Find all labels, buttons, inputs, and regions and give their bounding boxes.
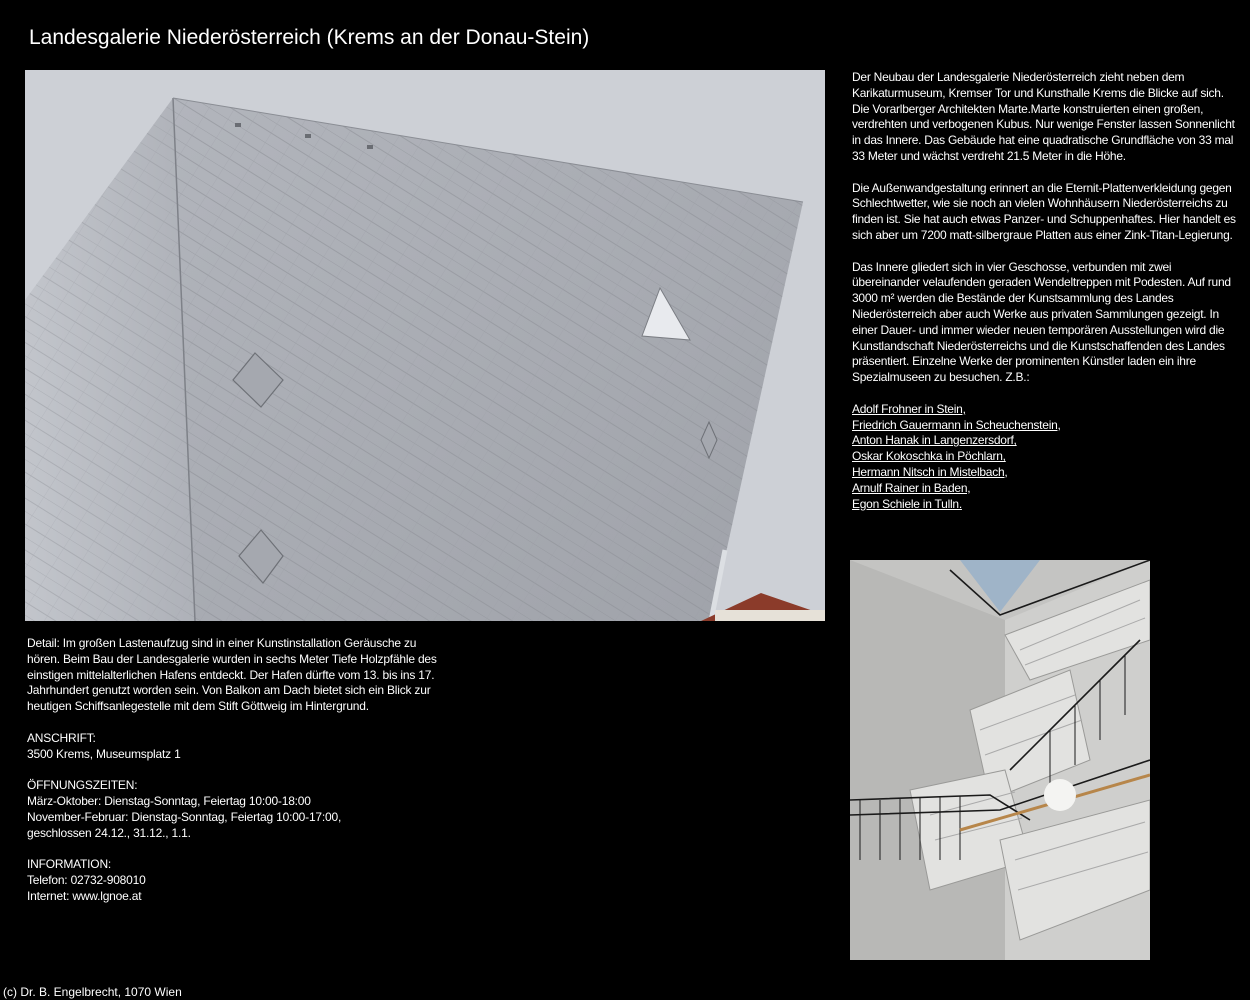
address-value: 3500 Krems, Museumsplatz 1 (27, 746, 181, 761)
page-title: Landesgalerie Niederösterreich (Krems an der Donau-Stein) (29, 26, 590, 49)
link-nitsch[interactable]: Hermann Nitsch in Mistelbach, (852, 464, 1008, 479)
address-label: ANSCHRIFT: (27, 730, 96, 745)
link-kokoschka[interactable]: Oskar Kokoschka in Pöchlarn, (852, 449, 1006, 464)
link-rainer[interactable]: Arnulf Rainer in Baden, (852, 480, 971, 495)
information-block (27, 857, 447, 904)
address-block (27, 731, 447, 763)
hours-line: März-Oktober: Dienstag-Sonntag, Feiertag 10:00-18:00 (27, 793, 311, 808)
staircase-photo (850, 560, 1150, 960)
opening-hours-block (27, 778, 447, 841)
description-text (852, 70, 1237, 512)
link-gauermann[interactable]: Friedrich Gauermann in Scheuchenstein, (852, 417, 1061, 432)
phone-line: Telefon: 02732-908010 (27, 872, 146, 887)
hours-label: ÖFFNUNGSZEITEN: (27, 778, 138, 793)
link-frohner[interactable]: Adolf Frohner in Stein, (852, 401, 966, 416)
info-label: INFORMATION: (27, 857, 112, 872)
internet-line: Internet: www.lgnoe.at (27, 888, 142, 903)
copyright-footer: (c) Dr. B. Engelbrecht, 1070 Wien (3, 985, 182, 999)
detail-paragraph: Detail: Im großen Lastenaufzug sind in einer Kunstinstallation Geräusche zu hören. Beim Bau der Landesgalerie wurden in sechs Meter Tiefe Holzpfähle des einstigen mittelalterlichen Hafens entdeckt. Der Hafen dürfte vom 13. bis ins 17. Jahrhundert genutzt worden sein. Von Balkon am Dach bietet sich ein Blick zur heutigen Schiffsanlegestelle mit dem Stift Göttweig im Hintergrund. (27, 636, 437, 714)
hours-line: November-Februar: Dienstag-Sonntag, Feiertag 10:00-17:00, (27, 809, 342, 824)
artist-museum-links (852, 402, 1237, 513)
description-paragraph: Das Innere gliedert sich in vier Geschosse, verbunden mit zwei übereinander velaufenden geraden Wendeltreppen mit Podesten. Auf rund 3000 m² werden die Bestände der Kunstsammlung des Landes Niederösterreich aber auch Werke aus privaten Sammlungen gezeigt. In einer Dauer- und immer wieder neuen temporären Ausstellungen wird die Kunstlandschaft Niederösterreichs und die Kunstschaffenden des Landes präsentiert. Einzelne Werke der prominenten Künstler laden ein ihre Spezialmuseen zu besuchen. Z.B.: (852, 259, 1231, 385)
link-schiele[interactable]: Egon Schiele in Tulln. (852, 496, 962, 511)
description-paragraph: Der Neubau der Landesgalerie Niederösterreich zieht neben dem Karikaturmuseum, Kremser Tor und Kunsthalle Krems die Blicke auf sich. Die Vorarlberger Architekten Marte.Marte konstruierten einen großen, verdrehten und verbogenen Kubus. Nur wenige Fenster lassen Sonnenlicht in das Innere. Das Gebäude hat eine quadratische Grundfläche von 33 mal 33 Meter und wächst verdreht 21.5 Meter in die Höhe. (852, 70, 1235, 163)
description-paragraph: Die Außenwandgestaltung erinnert an die Eternit-Plattenverkleidung gegen Schlechtwetter, wie sie noch an vielen Wohnhäusern Niederösterreichs zu finden ist. Sie hat auch etwas Panzer- und Schuppenhaftes. Hier handelt es sich aber um 7200 matt-silbergraue Platten aus einer Zink-Titan-Legierung. (852, 180, 1236, 242)
link-hanak[interactable]: Anton Hanak in Langenzersdorf, (852, 433, 1017, 448)
detail-info (27, 636, 447, 920)
hours-line: geschlossen 24.12., 31.12., 1.1. (27, 825, 191, 840)
building-photo (25, 70, 825, 621)
